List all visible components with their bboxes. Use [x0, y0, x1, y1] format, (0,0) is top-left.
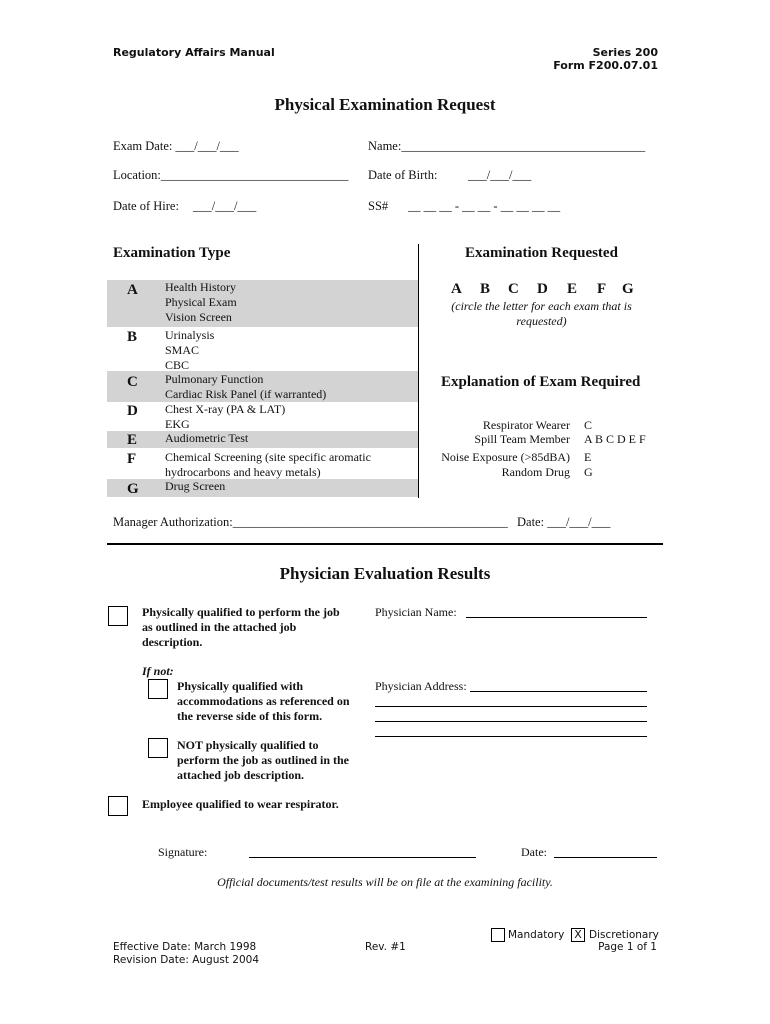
exam-item: Physical Exam [165, 295, 237, 309]
group-letter-g: G [127, 481, 139, 497]
group-e-shade [107, 431, 418, 448]
address-line[interactable] [470, 691, 647, 692]
signature-label: Signature: [158, 845, 208, 859]
exam-item: CBC [165, 358, 190, 372]
exam-type-heading: Examination Type [113, 245, 231, 261]
column-divider [418, 244, 419, 498]
exam-item: Vision Screen [165, 310, 232, 324]
explanation-value: G [584, 465, 593, 479]
discretionary-label: Discretionary [589, 929, 659, 941]
revision-number: Rev. #1 [365, 941, 406, 953]
official-note: Official documents/test results will be on file at the examining facility. [217, 875, 553, 889]
exam-requested-heading: Examination Requested [465, 245, 618, 261]
manual-title: Regulatory Affairs Manual [113, 46, 275, 59]
hire-date-field[interactable]: ___/___/___ [193, 199, 257, 213]
ss-field[interactable]: __ __ __ - __ __ - __ __ __ __ [408, 199, 561, 213]
address-line[interactable] [375, 736, 647, 737]
qualified-text: as outlined in the attached job [142, 620, 297, 634]
revision-date: Revision Date: August 2004 [113, 954, 259, 966]
qualified-text: Physically qualified to perform the job [142, 605, 340, 619]
circle-note: (circle the letter for each exam that is [451, 299, 632, 313]
explanation-value: C [584, 418, 593, 432]
physician-name-line[interactable] [466, 617, 647, 618]
not-qualified-text: attached job description. [177, 768, 304, 782]
exam-item: SMAC [165, 343, 200, 357]
explanation-value: E [584, 450, 592, 464]
request-letter-e[interactable]: E [567, 281, 578, 297]
ss-label: SS# [368, 199, 389, 213]
accommodations-text: Physically qualified with [177, 679, 304, 693]
location-field[interactable]: Location:______________________________ [113, 168, 349, 182]
qualified-text: description. [142, 635, 203, 649]
explanation-heading: Explanation of Exam Required [441, 374, 641, 390]
authorization-date-field[interactable]: Date: ___/___/___ [517, 515, 611, 529]
group-letter-e: E [127, 432, 138, 448]
mandatory-label: Mandatory [508, 929, 565, 941]
section-divider [107, 543, 663, 545]
exam-item: Pulmonary Function [165, 372, 264, 386]
group-letter-b: B [127, 329, 138, 345]
address-line[interactable] [375, 721, 647, 722]
request-letter-b[interactable]: B [480, 281, 491, 297]
not-qualified-checkbox[interactable] [148, 738, 168, 758]
explanation-label: Random Drug [501, 465, 570, 479]
explanation-label: Noise Exposure (>85dBA) [441, 450, 570, 464]
accommodations-text: accommodations as referenced on [177, 694, 350, 708]
signature-date-label: Date: [521, 845, 547, 859]
group-g-shade [107, 479, 418, 497]
not-qualified-text: NOT physically qualified to [177, 738, 319, 752]
exam-item: Urinalysis [165, 328, 215, 342]
exam-item: Drug Screen [165, 479, 226, 493]
qualified-checkbox[interactable] [108, 606, 128, 626]
hire-date-label: Date of Hire: [113, 199, 179, 213]
request-letter-d[interactable]: D [537, 281, 548, 297]
exam-item: Health History [165, 280, 236, 294]
request-letter-g[interactable]: G [622, 281, 634, 297]
exam-item: hydrocarbons and heavy metals) [165, 465, 321, 479]
address-line[interactable] [375, 706, 647, 707]
group-letter-f: F [127, 451, 137, 467]
group-a-shade [107, 280, 418, 327]
group-letter-c: C [127, 374, 138, 390]
explanation-label: Spill Team Member [474, 432, 570, 446]
signature-line[interactable] [249, 857, 476, 858]
exam-item: Cardiac Risk Panel (if warranted) [165, 387, 327, 401]
effective-date: Effective Date: March 1998 [113, 941, 257, 953]
respirator-text: Employee qualified to wear respirator. [142, 797, 339, 811]
name-field[interactable]: Name:_______________________________________ [368, 139, 646, 153]
exam-item: Chest X-ray (PA & LAT) [165, 402, 286, 416]
manager-authorization-field[interactable]: Manager Authorization:____________________________________________ [113, 515, 508, 529]
exam-item: EKG [165, 417, 190, 431]
mandatory-checkbox[interactable] [491, 928, 505, 942]
discretionary-checkbox[interactable]: X [571, 928, 585, 942]
exam-item: Chemical Screening (site specific aromatic [165, 450, 371, 464]
form-number: Form F200.07.01 [553, 59, 658, 72]
series-label: Series 200 [592, 46, 658, 59]
request-letter-f[interactable]: F [597, 281, 607, 297]
request-letter-a[interactable]: A [451, 281, 462, 297]
signature-date-line[interactable] [554, 857, 657, 858]
accommodations-text: the reverse side of this form. [177, 709, 323, 723]
not-qualified-text: perform the job as outlined in the [177, 753, 349, 767]
physician-name-label: Physician Name: [375, 605, 457, 619]
exam-item: Audiometric Test [165, 431, 249, 445]
group-letter-a: A [127, 282, 138, 298]
dob-label: Date of Birth: [368, 168, 438, 182]
explanation-label: Respirator Wearer [482, 418, 570, 432]
page-title: Physical Examination Request [274, 95, 496, 114]
exam-date-field[interactable]: Exam Date: ___/___/___ [113, 139, 239, 153]
group-letter-d: D [127, 403, 138, 419]
page-number: Page 1 of 1 [598, 941, 657, 953]
request-letter-c[interactable]: C [508, 281, 519, 297]
physician-address-label: Physician Address: [375, 679, 467, 693]
accommodations-checkbox[interactable] [148, 679, 168, 699]
circle-note-cont: requested) [516, 314, 567, 328]
if-not-label: If not: [142, 664, 174, 678]
physician-heading: Physician Evaluation Results [279, 564, 491, 583]
dob-field[interactable]: ___/___/___ [468, 168, 532, 182]
respirator-checkbox[interactable] [108, 796, 128, 816]
explanation-value: A B C D E F [584, 432, 646, 446]
